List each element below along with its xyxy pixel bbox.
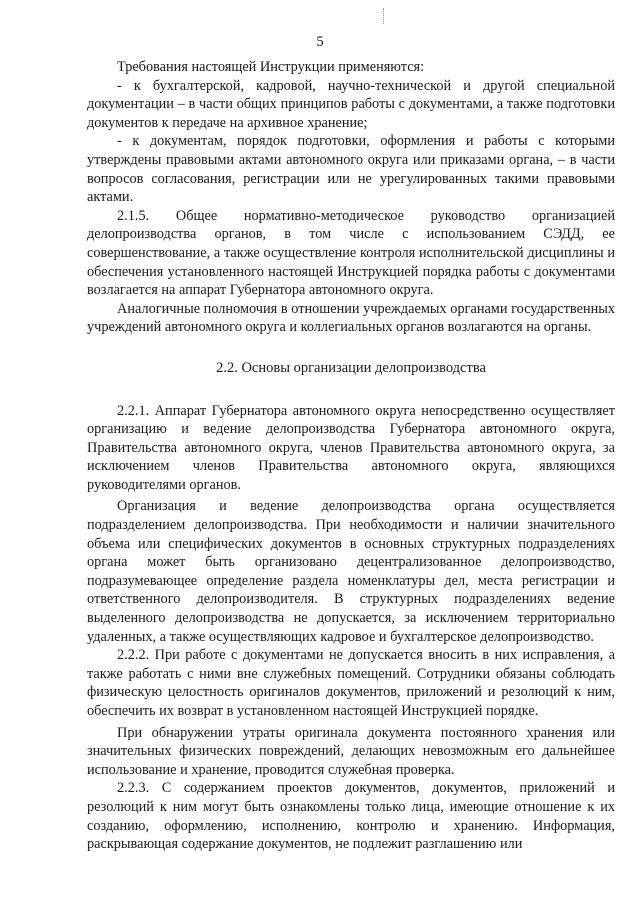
paragraph-organization: Организация и ведение делопроизводства органа осуществляется подразделением делопроизводства. При необходимости и наличии значительного объема или специфических документов в основных структурных подразделениях органа может быть организовано децентрализованное делопроизводство, подразумевающее определение раздела номенклатуры дел, места регистрации и ответственного делопроизводителя. В структурных подразделениях ведение выделенного делопроизводства не допускается, за исключением территориально удаленных, а также осуществляющих кадровое и бухгалтерское делопроизводство. xyxy=(87,498,615,645)
paragraph-requirements-intro: Требования настоящей Инструкции применяются: xyxy=(117,59,425,75)
section-heading-2-2: 2.2. Основы организации делопроизводства xyxy=(216,359,486,376)
paragraph-2-2-3: 2.2.3. С содержанием проектов документов, документов, приложений и резолюций к ним могут быть ознакомлены только лица, имеющие отношение к их созданию, оформлению, исполнению, контролю и хранению. Информация, раскрывающая содержание документов, не подлежит разглашению или xyxy=(87,780,615,853)
page-number: 5 xyxy=(316,34,324,50)
document-body xyxy=(87,58,615,854)
paragraph-2-1-5: 2.1.5. Общее нормативно-методическое руководство организацией делопроизводства органов, в том числе с использованием СЭДД, ее совершенствование, а также осуществление контроля исполнительской дисциплины и обеспечения установленного настоящей Инструкцией порядка работы с документами возлагается на аппарат Губернатора автономного округа. xyxy=(87,207,615,299)
paragraph-2-2-1: 2.2.1. Аппарат Губернатора автономного округа непосредственно осуществляет организацию и ведение делопроизводства Губернатора автономного округа, Правительства автономного округа, членов Правительства автономного округа, за исключением членов Правительства автономного округа, являющихся руководителями органов. xyxy=(87,402,615,493)
scan-artifact-mark xyxy=(383,8,385,24)
paragraph-loss-inspection: При обнаружении утраты оригинала документа постоянного хранения или значительных физических повреждений, делающих невозможным его дальнейшее использование и хранение, проводится служебная проверка. xyxy=(87,724,615,778)
paragraph-similar-powers: Аналогичные полномочия в отношении учреждаемых органами государственных учреждений автономного округа и коллегиальных органов возлагаются на органы. xyxy=(87,300,615,336)
paragraph-2-2-2: 2.2.2. При работе с документами не допускается вносить в них исправления, а также работать с ними вне служебных помещений. Сотрудники обязаны соблюдать физическую целостность оригиналов документов, приложений и резолюций к ним, обеспечить их возврат в установленном настоящей Инструкцией порядке. xyxy=(87,647,615,719)
paragraph-list-item-legal-acts: - к документам, порядок подготовки, оформления и работы с которыми утверждены правовыми актами автономного округа или приказами органа, – в части вопросов согласования, регистрации или не урегулированных такими правовыми актами. xyxy=(87,133,615,206)
paragraph-list-item-accounting: - к бухгалтерской, кадровой, научно-технической и другой специальной документации – в части общих принципов работы с документами, а также подготовки документов к передаче на архивное хранение; xyxy=(87,77,615,131)
